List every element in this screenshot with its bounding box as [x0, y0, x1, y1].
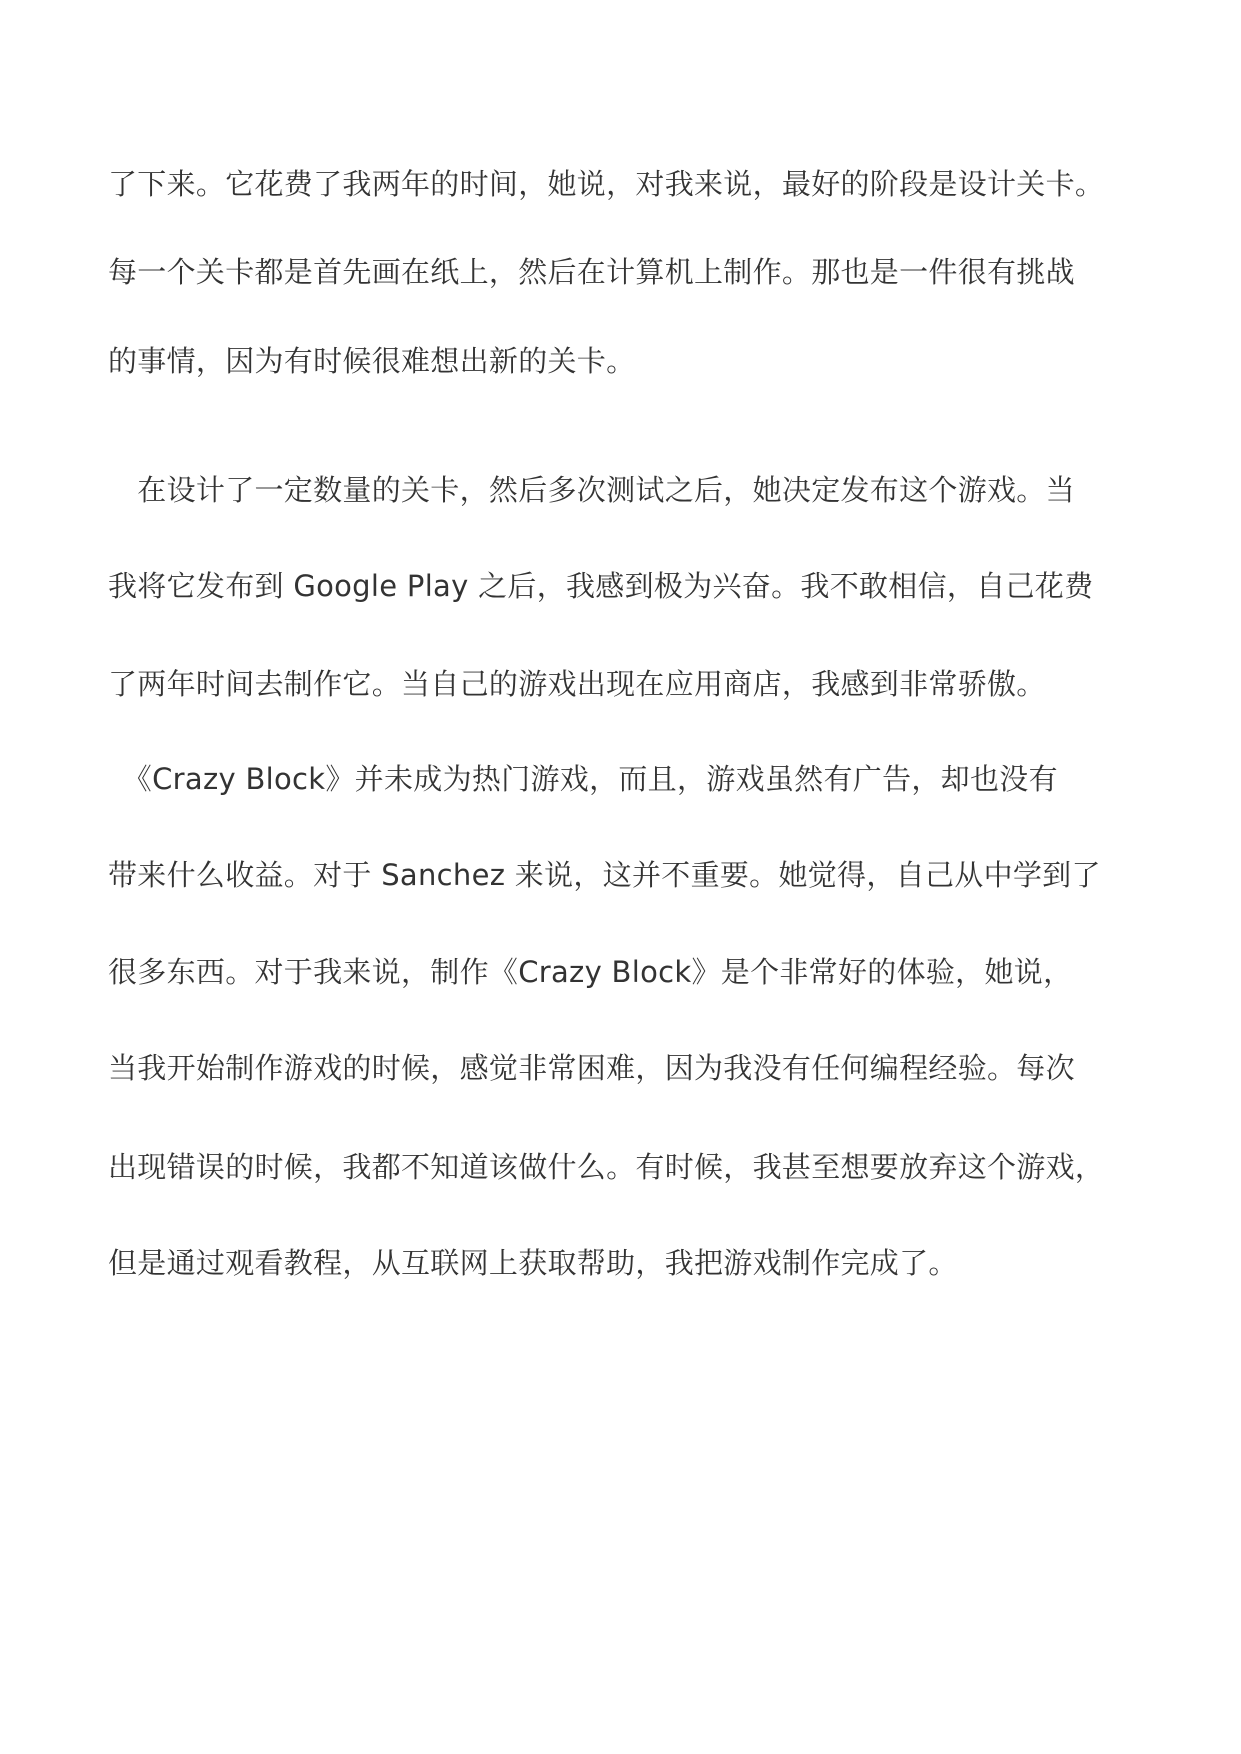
text-line-9: 很多东西。对于我来说，制作《Crazy Block》是个非常好的体验，她说， — [108, 955, 1073, 989]
text-line-11: 出现错误的时候，我都不知道该做什么。有时候，我甚至想要放弃这个游戏， — [108, 1150, 1105, 1184]
text-line-4: 在设计了一定数量的关卡，然后多次测试之后，她决定发布这个游戏。当 — [108, 473, 1075, 507]
text-line-3: 的事情，因为有时候很难想出新的关卡。 — [108, 344, 636, 378]
text-line-5: 我将它发布到 Google Play 之后，我感到极为兴奋。我不敢相信，自己花费 — [108, 569, 1094, 603]
text-line-12: 但是通过观看教程，从互联网上获取帮助，我把游戏制作完成了。 — [108, 1246, 958, 1280]
text-line-1: 了下来。它花费了我两年的时间，她说，对我来说，最好的阶段是设计关卡。 — [108, 167, 1105, 201]
text-line-10: 当我开始制作游戏的时候，感觉非常困难，因为我没有任何编程经验。每次 — [108, 1051, 1075, 1085]
text-line-2: 每一个关卡都是首先画在纸上，然后在计算机上制作。那也是一件很有挑战 — [108, 255, 1075, 289]
text-line-6: 了两年时间去制作它。当自己的游戏出现在应用商店，我感到非常骄傲。 — [108, 667, 1046, 701]
text-line-7: 《Crazy Block》并未成为热门游戏，而且，游戏虽然有广告，却也没有 — [108, 762, 1058, 796]
text-line-8: 带来什么收益。对于 Sanchez 来说，这并不重要。她觉得，自己从中学到了 — [108, 858, 1101, 892]
